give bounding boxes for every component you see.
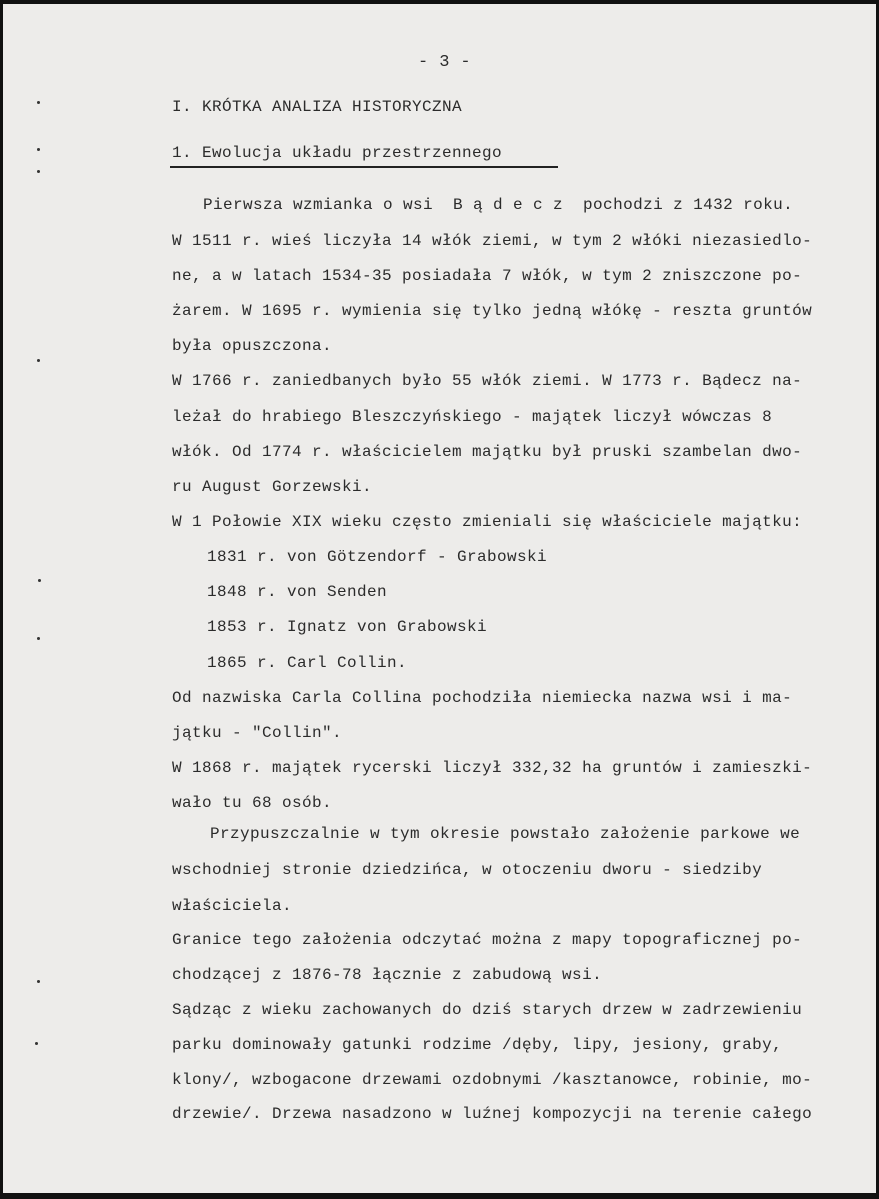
scan-speck: [35, 1042, 38, 1045]
body-line: drzewie/. Drzewa nasadzono w luźnej kompozycji na terenie całego: [172, 1105, 813, 1123]
body-line: ne, a w latach 1534-35 posiadała 7 włók, w tym 2 zniszczone po-: [172, 267, 803, 285]
scan-speck: [37, 101, 40, 104]
scan-border-bottom: [0, 1193, 879, 1199]
scan-speck: [37, 148, 40, 151]
body-line: W 1 Połowie XIX wieku często zmieniali się właściciele majątku:: [172, 513, 803, 531]
scan-speck: [37, 637, 40, 640]
scan-speck: [37, 980, 40, 983]
scan-speck: [38, 579, 41, 582]
scan-speck: [37, 170, 40, 173]
owner-list-item: 1853 r. Ignatz von Grabowski: [207, 618, 488, 636]
body-line: jątku - "Collin".: [172, 724, 343, 742]
body-line: włók. Od 1774 r. właścicielem majątku był pruski szambelan dwo-: [172, 443, 803, 461]
body-line: ru August Gorzewski.: [172, 478, 373, 496]
owner-list-item: 1865 r. Carl Collin.: [207, 654, 408, 672]
body-line: Pierwsza wzmianka o wsi B ą d e c z pochodzi z 1432 roku.: [203, 196, 794, 214]
owner-list-item: 1848 r. von Senden: [207, 583, 388, 601]
scan-border-top: [0, 0, 879, 4]
body-line: W 1511 r. wieś liczyła 14 włók ziemi, w tym 2 włóki niezasiedlo-: [172, 232, 813, 250]
body-line: wało tu 68 osób.: [172, 794, 333, 812]
heading-underline: [170, 166, 558, 168]
body-line: wschodniej stronie dziedzińca, w otoczeniu dworu - siedziby: [172, 861, 763, 879]
body-line: klony/, wzbogacone drzewami ozdobnymi /kasztanowce, robinie, mo-: [172, 1071, 813, 1089]
section-heading: I. KRÓTKA ANALIZA HISTORYCZNA: [172, 98, 463, 116]
body-line: Sądząc z wieku zachowanych do dziś starych drzew w zadrzewieniu: [172, 1001, 803, 1019]
body-line: była opuszczona.: [172, 337, 333, 355]
scan-speck: [37, 359, 40, 362]
body-line: właściciela.: [172, 897, 293, 915]
body-line: leżał do hrabiego Bleszczyńskiego - majątek liczył wówczas 8: [172, 408, 773, 426]
body-line: Od nazwiska Carla Collina pochodziła niemiecka nazwa wsi i ma-: [172, 689, 793, 707]
page-number: - 3 -: [418, 53, 472, 72]
body-line: chodzącej z 1876-78 łącznie z zabudową wsi.: [172, 966, 603, 984]
scan-border-left: [0, 0, 3, 1199]
body-line: Granice tego założenia odczytać można z mapy topograficznej po-: [172, 931, 803, 949]
body-line: parku dominowały gatunki rodzime /dęby, lipy, jesiony, graby,: [172, 1036, 783, 1054]
body-line: żarem. W 1695 r. wymienia się tylko jedną włókę - reszta gruntów: [172, 302, 813, 320]
body-line: Przypuszczalnie w tym okresie powstało założenie parkowe we: [210, 825, 801, 843]
owner-list-item: 1831 r. von Götzendorf - Grabowski: [207, 548, 548, 566]
body-line: W 1766 r. zaniedbanych było 55 włók ziemi. W 1773 r. Bądecz na-: [172, 372, 803, 390]
subsection-heading: 1. Ewolucja układu przestrzennego: [172, 144, 503, 162]
body-line: W 1868 r. majątek rycerski liczył 332,32 ha gruntów i zamieszki-: [172, 759, 813, 777]
